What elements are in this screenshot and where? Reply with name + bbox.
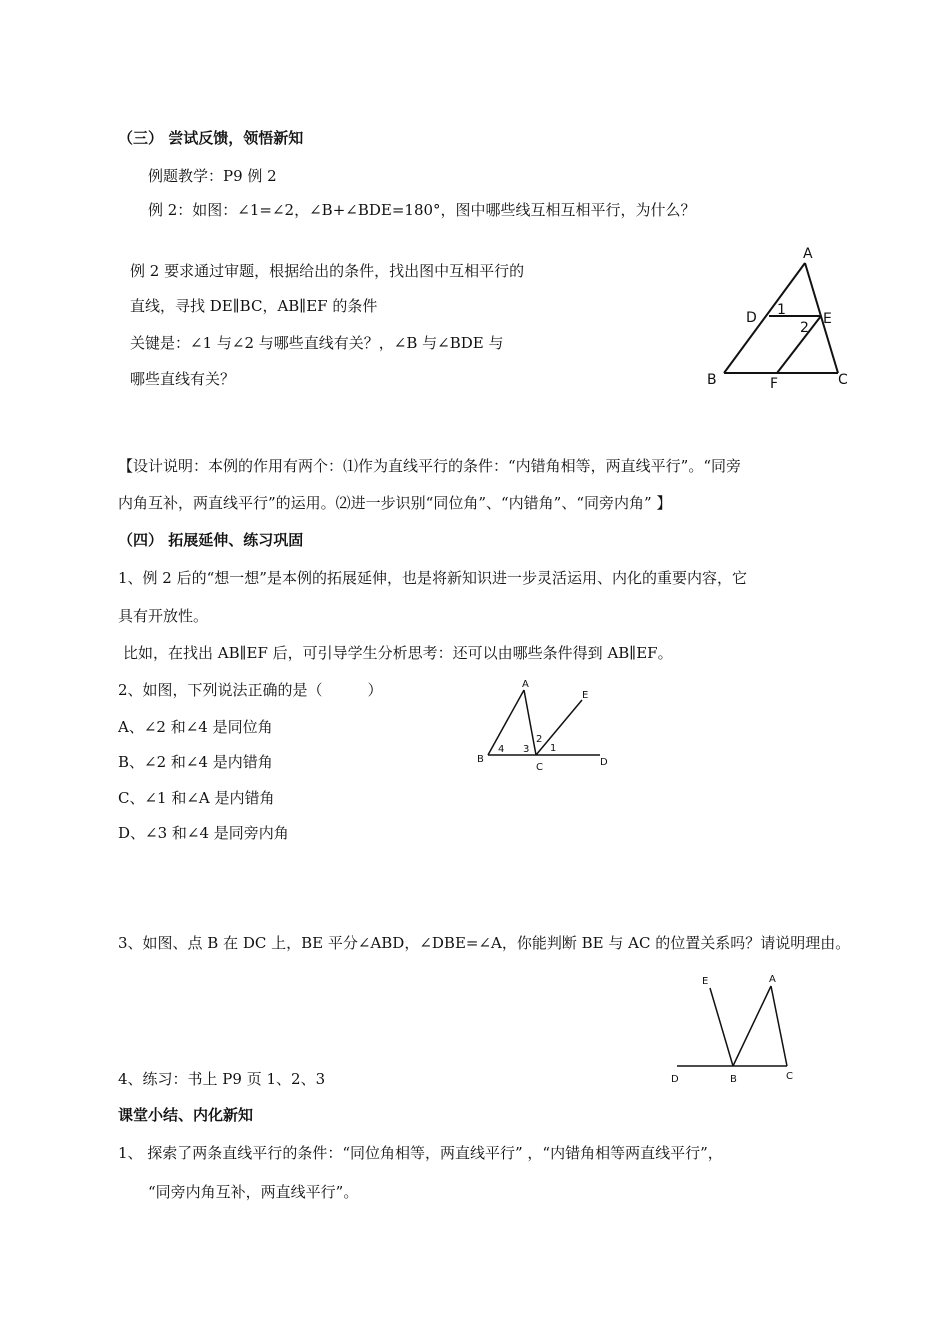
label-angle-2: 2 <box>800 320 809 336</box>
figure-bisector-debac <box>665 968 805 1093</box>
label-c: C <box>838 372 848 388</box>
figure-triangle-abc <box>690 240 870 400</box>
label-angle-1: 1 <box>550 743 557 754</box>
section3-heading: （三） 尝试反馈，领悟新知 <box>118 129 304 147</box>
summary-item1: 1、 探索了两条直线平行的条件：“同位角相等，两直线平行” ，“内错角相等两直线平行”， <box>118 1144 723 1162</box>
label-b: B <box>730 1074 737 1085</box>
ray-ce <box>536 700 582 755</box>
analysis-line-2: 直线，寻找 DE∥BC，AB∥EF 的条件 <box>130 297 378 315</box>
segment-ac <box>805 263 838 373</box>
analysis-line-3: 关键是：∠1 与∠2 与哪些直线有关？，∠B 与∠BDE 与 <box>130 334 504 352</box>
segment-ef <box>777 316 821 373</box>
segment-ab <box>724 263 805 373</box>
label-a: A <box>522 679 529 690</box>
item1-example: 比如，在找出 AB∥EF 后，可引导学生分析思考：还可以由哪些条件得到 AB∥EF。 <box>123 644 673 662</box>
item1-line-1: 1、例 2 后的“想一想”是本例的拓展延伸，也是将新知识进一步灵活运用、内化的重要内容，它 <box>118 569 747 587</box>
label-f: F <box>770 376 779 392</box>
option-b: B、∠2 和∠4 是内错角 <box>118 753 273 771</box>
segment-ab <box>488 690 524 755</box>
label-d: D <box>671 1074 679 1085</box>
label-e: E <box>702 976 709 987</box>
analysis-line-1: 例 2 要求通过审题，根据给出的条件，找出图中互相平行的 <box>130 262 525 280</box>
label-angle-4: 4 <box>498 744 505 755</box>
label-a: A <box>803 246 813 262</box>
summary-item1-continued: “同旁内角互补，两直线平行”。 <box>148 1183 359 1201</box>
analysis-line-4: 哪些直线有关？ <box>130 370 236 388</box>
summary-heading: 课堂小结、内化新知 <box>118 1106 254 1124</box>
label-b: B <box>707 372 717 388</box>
design-note-line-1: 【设计说明：本例的作用有两个：⑴作为直线平行的条件：“内错角相等，两直线平行”。“同旁 <box>118 457 742 475</box>
example-teaching-line: 例题教学：P9 例 2 <box>148 167 277 185</box>
segment-ac <box>771 986 787 1066</box>
label-angle-2: 2 <box>536 734 543 745</box>
label-d: D <box>746 310 757 326</box>
section4-heading: （四） 拓展延伸、练习巩固 <box>118 531 304 549</box>
segment-ba <box>733 986 771 1066</box>
example2-question: 例 2：如图：∠1=∠2，∠B+∠BDE=180°，图中哪些线互相互相平行，为什么？ <box>148 201 696 219</box>
label-angle-1: 1 <box>777 302 786 318</box>
label-c: C <box>536 762 543 773</box>
label-d: D <box>600 757 608 768</box>
label-e: E <box>582 690 589 701</box>
item1-line-2: 具有开放性。 <box>118 607 209 625</box>
label-e: E <box>823 311 832 327</box>
design-note-line-2: 内角互补，两直线平行”的运用。⑵进一步识别“同位角”、“内错角”、“同旁内角” 】 <box>118 494 672 512</box>
figure-angles-abcde <box>470 672 620 782</box>
label-a: A <box>769 974 776 985</box>
option-a: A、∠2 和∠4 是同位角 <box>118 718 273 736</box>
label-c: C <box>786 1071 793 1082</box>
item2-question: 2、如图，下列说法正确的是（ ） <box>118 681 383 699</box>
label-b: B <box>477 754 484 765</box>
label-angle-3: 3 <box>523 744 530 755</box>
item4-practice: 4、练习：书上 P9 页 1、2、3 <box>118 1070 326 1088</box>
segment-be <box>710 988 733 1066</box>
item3-question: 3、如图、点 B 在 DC 上，BE 平分∠ABD，∠DBE=∠A，你能判断 BE 与 AC 的位置关系吗？请说明理由。 <box>118 934 851 952</box>
option-c: C、∠1 和∠A 是内错角 <box>118 789 275 807</box>
option-d: D、∠3 和∠4 是同旁内角 <box>118 824 289 842</box>
